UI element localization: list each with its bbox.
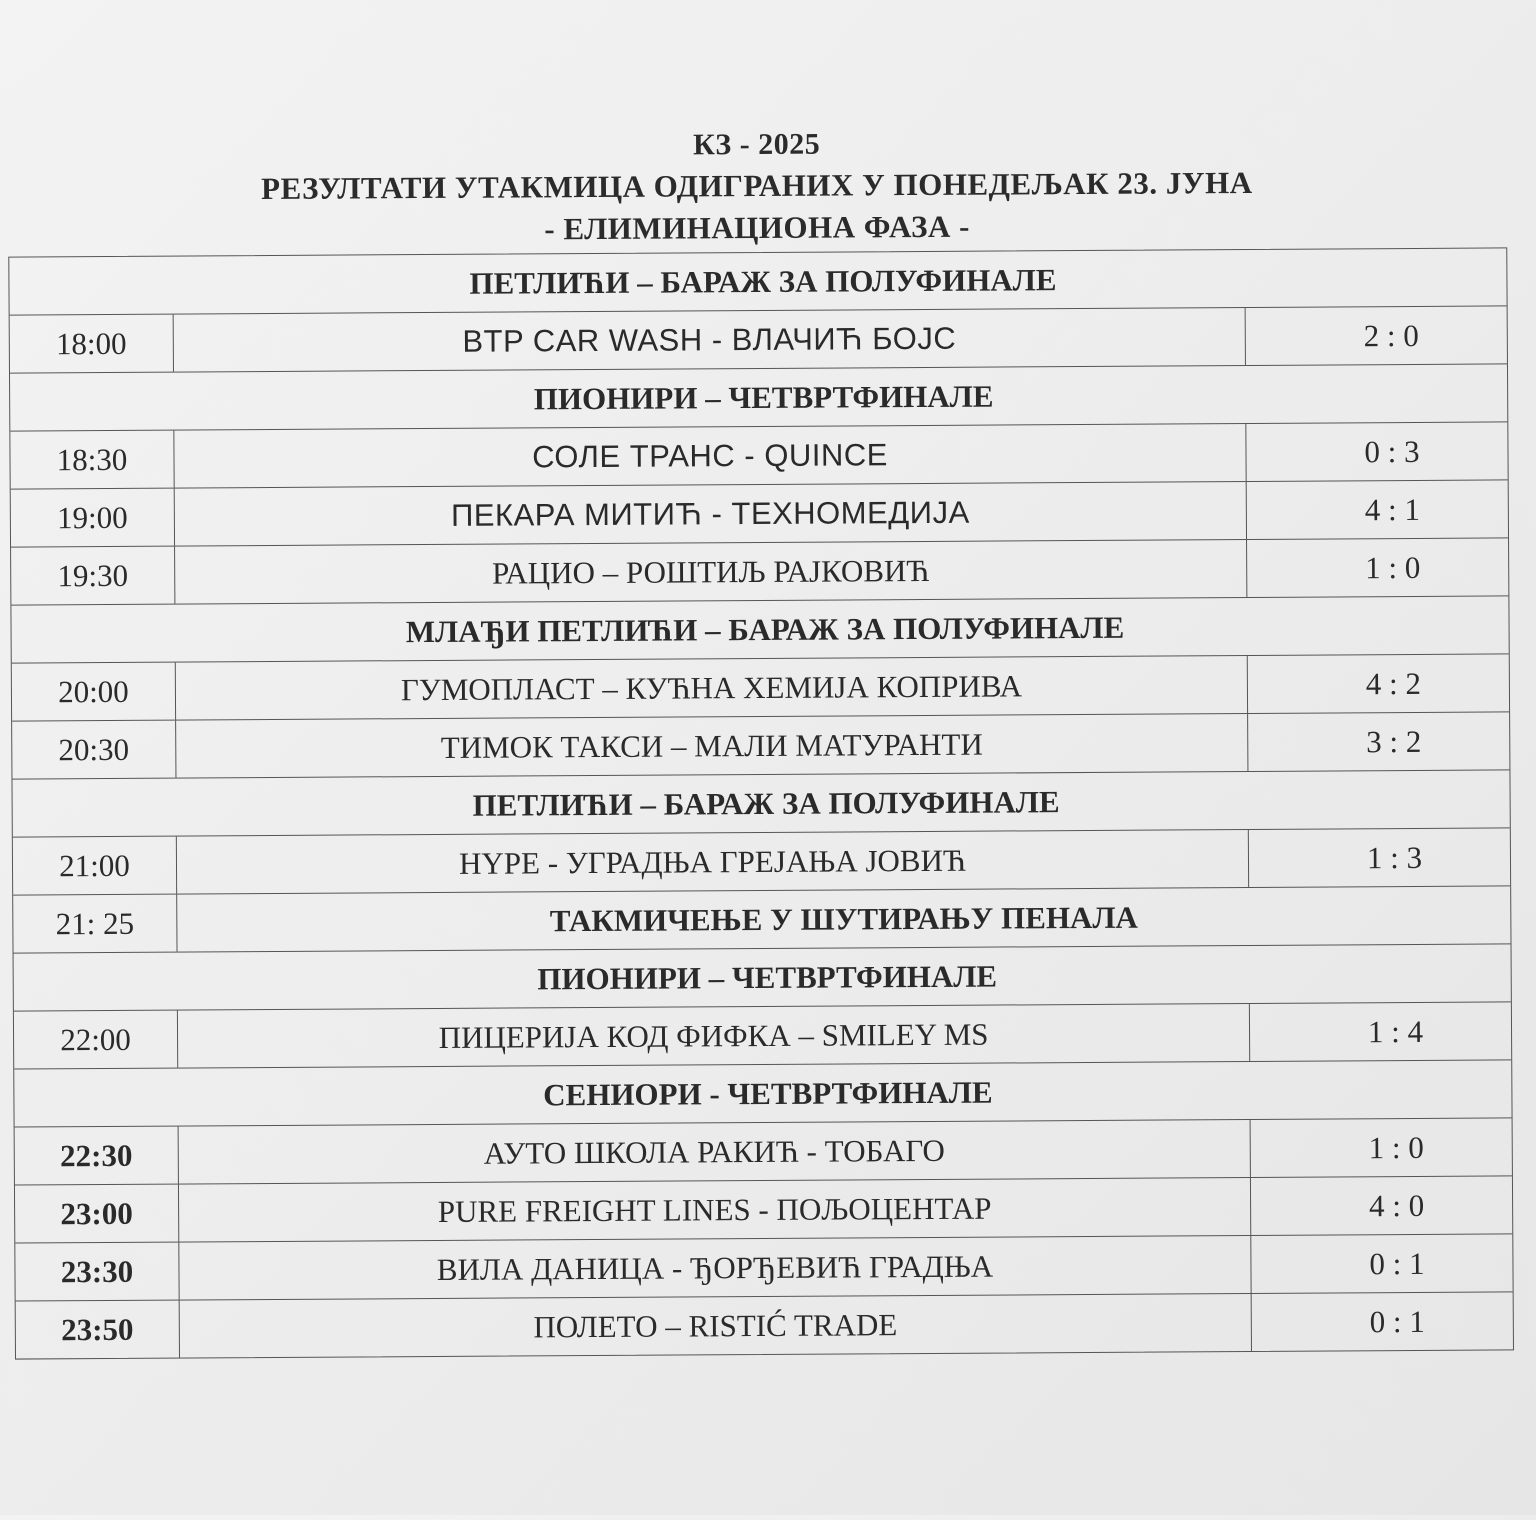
match-row: [11, 479, 1508, 546]
phase-heading: - ЕЛИМИНАЦИОНА ФАЗА -: [544, 208, 971, 247]
match-teams: АУТО ШКОЛА РАКИЋ - ТОБАГО: [483, 1132, 945, 1171]
match-row: [15, 1233, 1512, 1300]
match-row: [14, 1001, 1511, 1068]
match-time: 23:30: [15, 1243, 179, 1301]
match-time: 23:50: [16, 1301, 180, 1359]
section-row: [9, 248, 1506, 314]
section-title: ПЕТЛИЋИ – БАРАЖ ЗА ПОЛУФИНАЛЕ: [469, 261, 1057, 301]
match-row: [16, 1291, 1513, 1358]
match-time: 22:30: [15, 1127, 179, 1185]
match-score: 0 : 1: [1251, 1292, 1513, 1351]
match-row: [10, 305, 1507, 372]
event-title: ТАКМИЧЕЊЕ У ШУТИРАЊУ ПЕНАЛА: [549, 899, 1138, 938]
match-time: 18:30: [10, 431, 174, 489]
match-score: 1 : 0: [1250, 1118, 1512, 1177]
match-score: 4 : 0: [1250, 1176, 1512, 1235]
match-teams: ПЕКАРА МИТИЋ - ТЕХНОМЕДИЈА: [450, 494, 970, 533]
match-score: 0 : 1: [1250, 1234, 1512, 1293]
results-heading: РЕЗУЛТАТИ УТАКМИЦА ОДИГРАНИХ У ПОНЕДЕЉАК 23. ЈУНА: [261, 164, 1253, 207]
section-row: [11, 595, 1508, 662]
match-score: 3 : 2: [1247, 712, 1509, 771]
match-row: [12, 711, 1509, 778]
match-teams: ГУМОПЛАСТ – КУЋНА ХЕМИЈА КОПРИВА: [400, 667, 1023, 707]
match-teams: ПОЛЕТО – RISTIĆ TRADE: [533, 1306, 898, 1344]
match-teams: СОЛЕ ТРАНС - QUINCE: [532, 436, 888, 474]
match-teams: HYPE - УГРАДЊА ГРЕЈАЊА ЈОВИЋ: [458, 842, 967, 881]
match-teams: ПИЦЕРИЈА КОД ФИФКА – SMILEY MS: [438, 1016, 989, 1055]
section-title: ПИОНИРИ – ЧЕТВРТФИНАЛЕ: [537, 958, 998, 996]
match-time: 19:00: [11, 489, 175, 547]
match-row: [11, 537, 1508, 604]
match-teams: PURE FREIGHT LINES - ПОЉОЦЕНТАР: [437, 1190, 992, 1229]
match-score: 1 : 4: [1249, 1002, 1511, 1061]
section-title: ПЕТЛИЋИ – БАРАЖ ЗА ПОЛУФИНАЛЕ: [472, 783, 1060, 823]
section-title: МЛАЂИ ПЕТЛИЋИ – БАРАЖ ЗА ПОЛУФИНАЛЕ: [405, 609, 1125, 649]
match-teams: BTP CAR WASH - ВЛАЧИЋ БОЈС: [462, 320, 957, 359]
match-score: 4 : 2: [1247, 654, 1509, 713]
match-row: [10, 421, 1507, 488]
section-row: [14, 1059, 1511, 1126]
match-row: [15, 1175, 1512, 1242]
section-title: СЕНИОРИ - ЧЕТВРТФИНАЛЕ: [543, 1074, 993, 1112]
event-time: 21: 25: [13, 895, 177, 953]
match-row: [12, 653, 1509, 720]
match-time: 20:00: [12, 663, 176, 721]
match-teams: ВИЛА ДАНИЦА - ЂОРЂЕВИЋ ГРАДЊА: [436, 1248, 994, 1287]
match-score: 0 : 3: [1245, 422, 1507, 481]
section-row: [14, 943, 1511, 1010]
match-score: 2 : 0: [1245, 306, 1507, 365]
event-row: [13, 885, 1510, 952]
match-row: [15, 1117, 1512, 1184]
match-time: 21:00: [13, 837, 177, 895]
match-score: 4 : 1: [1246, 480, 1508, 539]
results-table: [8, 247, 1514, 1359]
competition-title: КЗ - 2025: [692, 127, 821, 162]
match-teams: РАЦИО – РОШТИЉ РАЈКОВИЋ: [491, 552, 930, 591]
match-time: 19:30: [11, 547, 175, 605]
section-row: [10, 363, 1507, 430]
match-score: 1 : 0: [1246, 538, 1508, 597]
match-teams: ТИМОК ТАКСИ – МАЛИ МАТУРАНТИ: [440, 726, 983, 765]
match-time: 23:00: [15, 1185, 179, 1243]
match-time: 22:00: [14, 1011, 178, 1069]
section-title: ПИОНИРИ – ЧЕТВРТФИНАЛЕ: [533, 378, 994, 416]
match-row: [13, 827, 1510, 894]
section-row: [12, 769, 1509, 836]
match-time: 18:00: [10, 315, 174, 373]
match-score: 1 : 3: [1248, 828, 1510, 887]
match-time: 20:30: [12, 721, 176, 779]
